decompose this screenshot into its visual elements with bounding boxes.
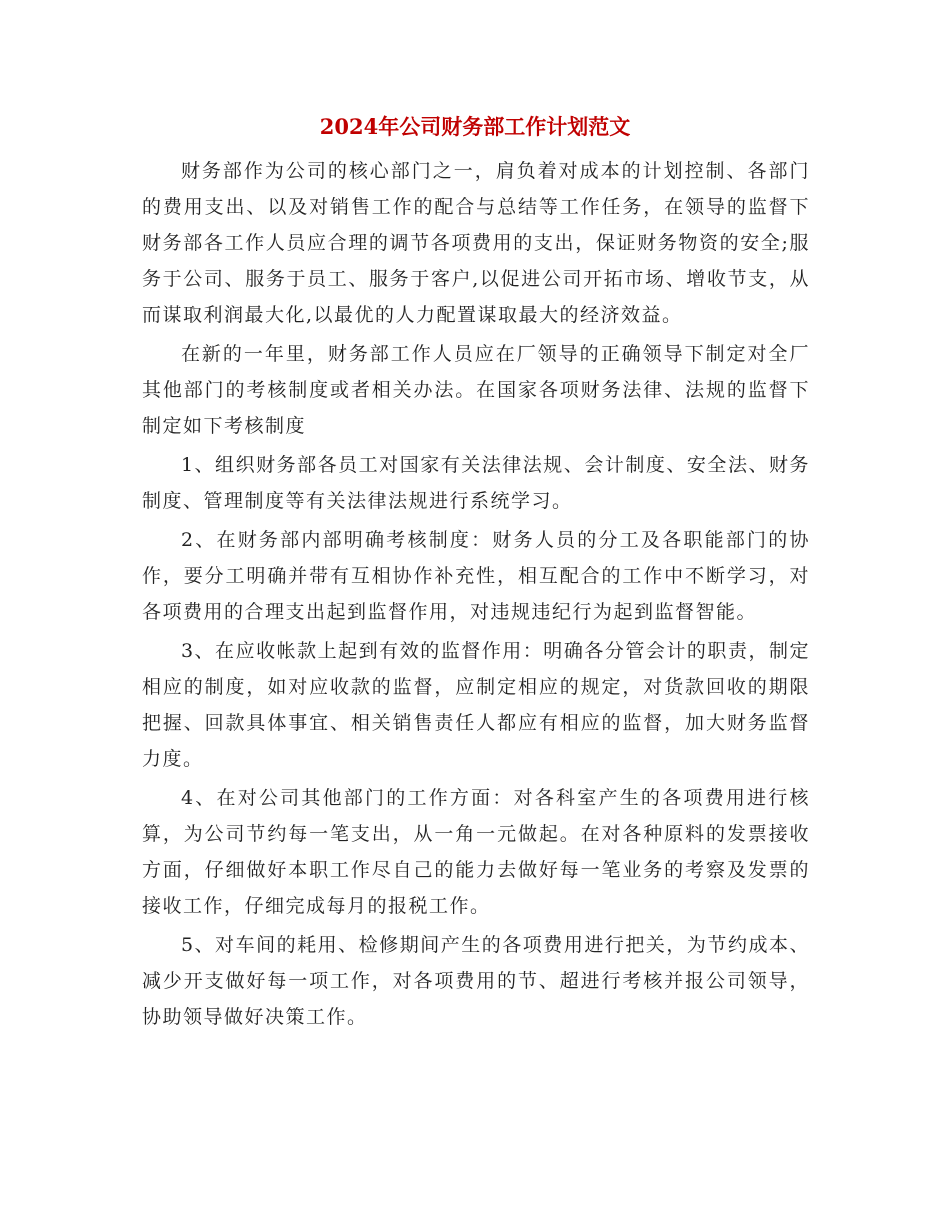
document-body [142,153,810,1038]
paragraph-intro: 财务部作为公司的核心部门之一，肩负着对成本的计划控制、各部门的费用支出、以及对销售工作的配合与总结等工作任务，在领导的监督下财务部各工作人员应合理的调节各项费用的支出，保证财务物资的安全;服务于公司、服务于员工、服务于客户,以促进公司开拓市场、增收节支，从而谋取利润最大化,以最优的人力配置谋取最大的经济效益。 [142,160,810,326]
paragraph-new-year: 在新的一年里，财务部工作人员应在厂领导的正确领导下制定对全厂其他部门的考核制度或者相关办法。在国家各项财务法律、法规的监督下制定如下考核制度 [142,343,810,437]
paragraph-item-2: 2、在财务部内部明确考核制度：财务人员的分工及各职能部门的协作，要分工明确并带有互相协作补充性，相互配合的工作中不断学习，对各项费用的合理支出起到监督作用，对违规违纪行为起到监督智能。 [142,529,810,623]
paragraph-item-4: 4、在对公司其他部门的工作方面：对各科室产生的各项费用进行核算，为公司节约每一笔支出，从一角一元做起。在对各种原料的发票接收方面，仔细做好本职工作尽自己的能力去做好每一笔业务的考察及发票的接收工作，仔细完成每月的报税工作。 [142,787,810,917]
document-title: 2024年公司财务部工作计划范文 [319,114,631,139]
paragraph-item-5: 5、对车间的耗用、检修期间产生的各项费用进行把关，为节约成本、减少开支做好每一项工作，对各项费用的节、超进行考核并报公司领导，协助领导做好决策工作。 [142,934,810,1028]
paragraph-item-1: 1、组织财务部各员工对国家有关法律法规、会计制度、安全法、财务制度、管理制度等有关法律法规进行系统学习。 [142,454,810,512]
paragraph-item-3: 3、在应收帐款上起到有效的监督作用：明确各分管会计的职责，制定相应的制度，如对应收款的监督，应制定相应的规定，对货款回收的期限把握、回款具体事宜、相关销售责任人都应有相应的监督，加大财务监督力度。 [142,640,810,770]
